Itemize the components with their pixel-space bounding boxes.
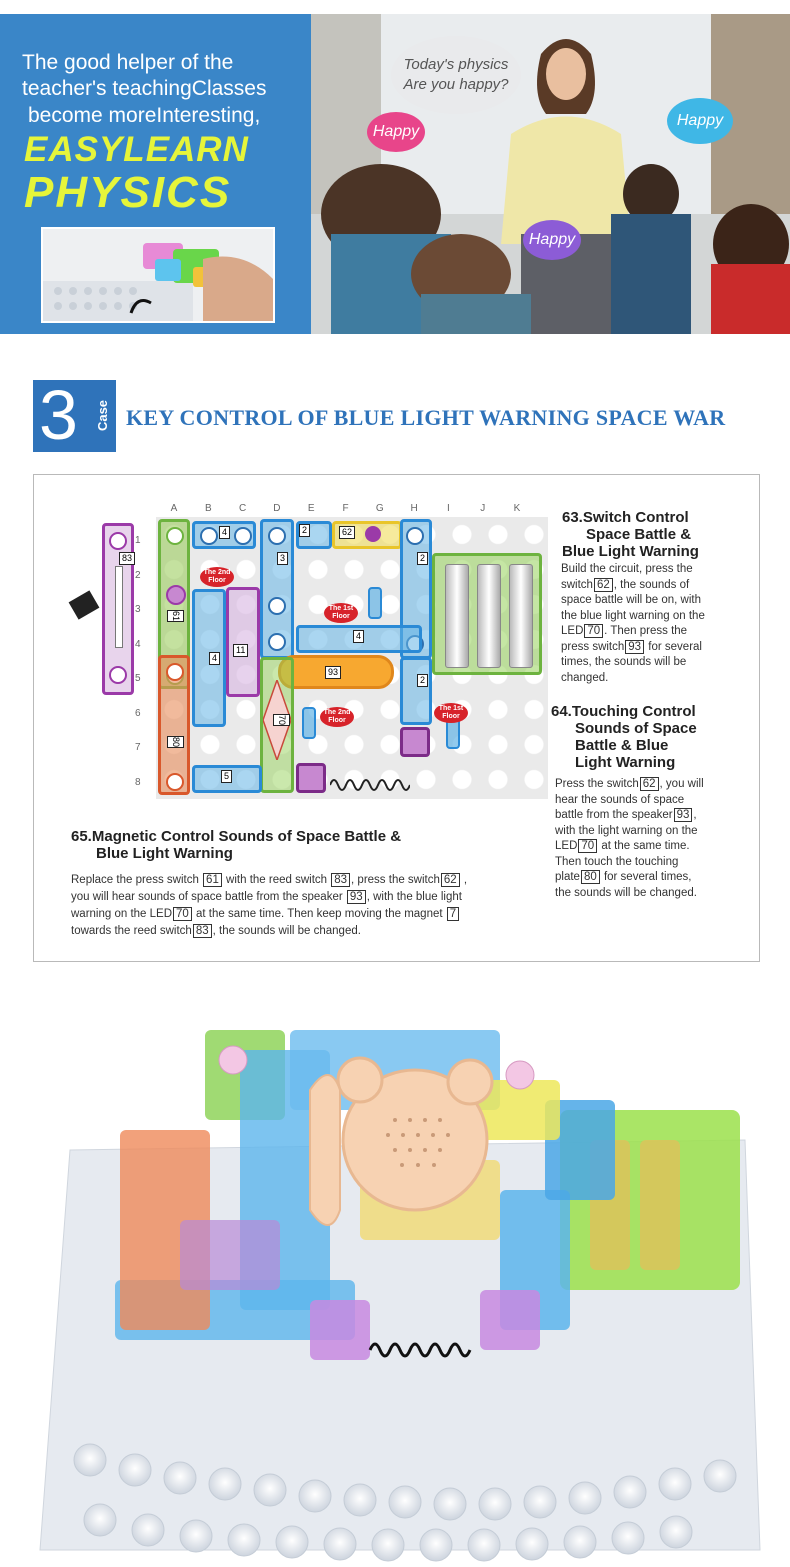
section-64-body-line xyxy=(555,777,755,793)
speaker-component xyxy=(278,655,394,689)
text: , xyxy=(693,809,697,821)
assembled-kit-photo xyxy=(0,990,790,1562)
block-80-number: 80 xyxy=(167,736,184,748)
block-4-b-number: 4 xyxy=(209,652,220,665)
floor-label-2nd: The 2nd Floor xyxy=(200,567,234,587)
pad xyxy=(166,527,184,545)
text: Press the switch xyxy=(555,778,639,790)
section-63-body-line: changed. xyxy=(561,671,609,684)
text: press switch xyxy=(561,640,625,653)
led-number: 70 xyxy=(273,714,290,726)
block-blue-5-bottom xyxy=(192,765,262,793)
battery-holder xyxy=(432,553,542,675)
section-63-body-line: space battle will be on, with xyxy=(561,594,701,606)
press-button-icon xyxy=(365,526,381,542)
section-63-body-line xyxy=(561,578,751,594)
block-4-mid-number: 4 xyxy=(353,630,364,643)
grid-column-label: F xyxy=(342,503,349,514)
section-64-body-line: the sounds will be changed. xyxy=(555,886,697,899)
speaker-number: 93 xyxy=(325,666,341,679)
coiled-wire-icon xyxy=(330,775,410,795)
section-64-title-line-2: Sounds of Space xyxy=(575,720,697,737)
pad xyxy=(166,585,186,605)
speech-bubble-question xyxy=(391,36,521,114)
grid-column-label: G xyxy=(375,503,384,514)
bubble-question-line-1: Today's physics xyxy=(403,56,509,73)
part-number: 61 xyxy=(203,873,222,887)
part-number: 83 xyxy=(331,873,350,887)
block-purple-11 xyxy=(226,587,260,697)
section-64-title-line-4: Light Warning xyxy=(575,754,676,771)
case-title: KEY CONTROL OF BLUE LIGHT WARNING SPACE WAR xyxy=(126,405,726,430)
bubble-question-line-2: Are you happy? xyxy=(403,76,509,93)
speech-bubble-happy-pink: Happy xyxy=(367,112,425,152)
section-65-body-line xyxy=(71,872,541,889)
text: Replace the press switch xyxy=(71,874,199,886)
floor-label-1st-lower: The 1st Floor xyxy=(434,703,468,723)
text: with the reed switch xyxy=(226,874,328,886)
section-65-body xyxy=(71,872,541,940)
text: warning on the LED xyxy=(71,908,173,920)
banner-text-panel xyxy=(0,14,311,334)
part-number: 93 xyxy=(625,640,644,654)
grid-column-label: I xyxy=(447,503,450,514)
section-65-body-line xyxy=(71,889,541,906)
block-61-number: 61 xyxy=(167,610,184,622)
part-number: 62 xyxy=(441,873,460,887)
part-number: 83 xyxy=(193,924,212,938)
grid-column-label: E xyxy=(307,503,315,514)
part-number: 93 xyxy=(347,890,366,904)
text: , press the switch xyxy=(351,874,440,886)
reed-switch-component xyxy=(102,523,134,695)
grid-row-label: 4 xyxy=(135,638,141,650)
grid-column-label: B xyxy=(204,503,212,514)
speech-bubble-happy-cyan: Happy xyxy=(667,98,733,144)
brand-physics: PHYSICS xyxy=(24,168,232,217)
text: , the sounds will be changed. xyxy=(212,925,361,937)
battery-icon xyxy=(477,564,501,668)
text: , xyxy=(463,874,468,886)
reed-pad-bottom xyxy=(109,666,127,684)
block-11-number: 11 xyxy=(233,644,248,657)
text: , the sounds of xyxy=(613,578,690,591)
section-63-body-line xyxy=(561,624,751,640)
floor-label-2nd-lower: The 2nd Floor xyxy=(320,707,354,727)
grid-row-label: 1 xyxy=(135,535,141,546)
floor-label-1st: The 1st Floor xyxy=(324,603,358,623)
pad xyxy=(166,773,184,791)
block-blue-4-b xyxy=(192,589,226,727)
block-5-number: 5 xyxy=(221,770,232,783)
part-number: 70 xyxy=(578,839,597,853)
section-64-title-line-1: 64.Touching Control xyxy=(551,703,696,720)
speech-bubble-happy-purple: Happy xyxy=(523,220,581,260)
pad xyxy=(406,527,424,545)
section-64-body-line xyxy=(555,839,755,855)
case-label: Case xyxy=(95,399,111,432)
block-blue-2-h-lower xyxy=(400,657,432,725)
grid-column-label: K xyxy=(513,503,521,514)
block-2-h-lower-number: 2 xyxy=(417,674,428,687)
part-number: 70 xyxy=(173,907,192,921)
grid-row-label: 2 xyxy=(135,569,141,581)
reed-number: 83 xyxy=(119,552,135,565)
text: for several times, xyxy=(603,871,692,883)
grid-row-label: 5 xyxy=(135,673,141,684)
banner-headline-line-3: become moreInteresting, xyxy=(28,104,261,127)
part-number: 7 xyxy=(447,907,459,921)
grid-row-label: 8 xyxy=(135,776,141,788)
section-65-body-line xyxy=(71,923,541,940)
led-block xyxy=(260,657,294,793)
section-64-body-line: with the light warning on the xyxy=(555,824,698,837)
part-number: 62 xyxy=(594,578,613,592)
pad xyxy=(268,527,286,545)
product-thumbnail-image xyxy=(41,227,275,323)
circuit-board-grid xyxy=(156,517,548,799)
section-65-body-line xyxy=(71,906,541,923)
hero-banner xyxy=(0,14,790,334)
section-65-title-line-2: Blue Light Warning xyxy=(96,845,233,862)
banner-headline-line-1: The good helper of the xyxy=(22,51,234,74)
grid-row-label: 7 xyxy=(135,742,141,753)
section-64-title-line-3: Battle & Blue xyxy=(575,737,669,754)
block-purple-bottom xyxy=(296,763,326,793)
grid-column-label: A xyxy=(170,503,178,514)
banner-headline-line-2: teacher's teachingClasses xyxy=(22,77,267,100)
block-2-number: 2 xyxy=(299,524,310,537)
section-64-body-line xyxy=(555,808,755,824)
section-64-body xyxy=(555,777,755,901)
block-purple-right xyxy=(400,727,430,757)
section-64-body-line xyxy=(555,870,755,886)
text: LED xyxy=(555,840,578,852)
battery-icon xyxy=(509,564,533,668)
grid-row-label: 6 xyxy=(135,707,141,719)
block-3-number: 3 xyxy=(277,552,288,565)
grid-row-label: 3 xyxy=(135,604,141,615)
text: for several xyxy=(648,640,702,653)
part-number: 93 xyxy=(674,808,693,822)
text: , you will xyxy=(659,778,704,790)
block-blue-2-top xyxy=(296,521,332,549)
part-number: 70 xyxy=(584,624,603,638)
section-65-title-line-1: 65.Magnetic Control Sounds of Space Battle & xyxy=(71,828,402,845)
pad xyxy=(166,663,184,681)
text: you will hear sounds of space battle from the speaker xyxy=(71,891,343,903)
text: , with the blue light xyxy=(366,891,462,903)
section-63-title-line-3: Blue Light Warning xyxy=(562,543,699,560)
text: switch xyxy=(561,578,593,591)
block-4-number: 4 xyxy=(219,526,230,539)
section-63-title-line-2: Space Battle & xyxy=(586,526,692,543)
text: LED xyxy=(561,625,584,637)
grid-column-label: D xyxy=(273,503,281,514)
wire-connector xyxy=(368,587,382,619)
text: plate xyxy=(555,871,580,883)
pad xyxy=(200,527,218,545)
part-number: 62 xyxy=(640,777,659,791)
section-63-body-line xyxy=(561,640,751,656)
section-63-body-line: Build the circuit, press the xyxy=(561,563,693,575)
pad xyxy=(234,527,252,545)
block-blue-4-mid xyxy=(296,625,422,653)
grid-column-label: H xyxy=(410,503,418,514)
classroom-photo xyxy=(311,14,790,334)
case-number: 3 xyxy=(39,376,78,454)
pad xyxy=(268,597,286,615)
section-63-body-line: times, the sounds will be xyxy=(561,656,687,668)
block-2-h-number: 2 xyxy=(417,552,428,565)
section-64-body-line: Then touch the touching xyxy=(555,855,679,868)
text: at the same time. xyxy=(601,840,690,852)
pad xyxy=(268,633,286,651)
reed-pad-top xyxy=(109,532,127,550)
grid-column-label: J xyxy=(480,503,486,514)
section-63-title-line-1: 63.Switch Control xyxy=(562,509,689,526)
case-number-badge xyxy=(33,376,116,454)
text: at the same time. Then keep moving the magnet xyxy=(196,908,443,920)
wire-connector xyxy=(302,707,316,739)
section-63-body xyxy=(561,562,751,686)
text: . Then press the xyxy=(604,625,688,637)
grid-column-label: C xyxy=(238,503,247,514)
reed-glass xyxy=(115,566,123,648)
circuit-instruction-panel xyxy=(33,474,760,962)
switch-62-number: 62 xyxy=(339,526,355,539)
battery-icon xyxy=(445,564,469,668)
text: battle from the speaker xyxy=(555,809,673,821)
section-64-body-line: hear the sounds of space xyxy=(555,793,685,806)
part-number: 80 xyxy=(581,870,600,884)
brand-easylearn: EASYLEARN xyxy=(24,130,249,169)
text: towards the reed switch xyxy=(71,925,192,937)
block-switch-62 xyxy=(332,521,402,549)
section-65-title xyxy=(71,828,401,862)
magnet-icon xyxy=(69,590,100,619)
section-63-body-line: the blue light warning on the xyxy=(561,609,705,622)
